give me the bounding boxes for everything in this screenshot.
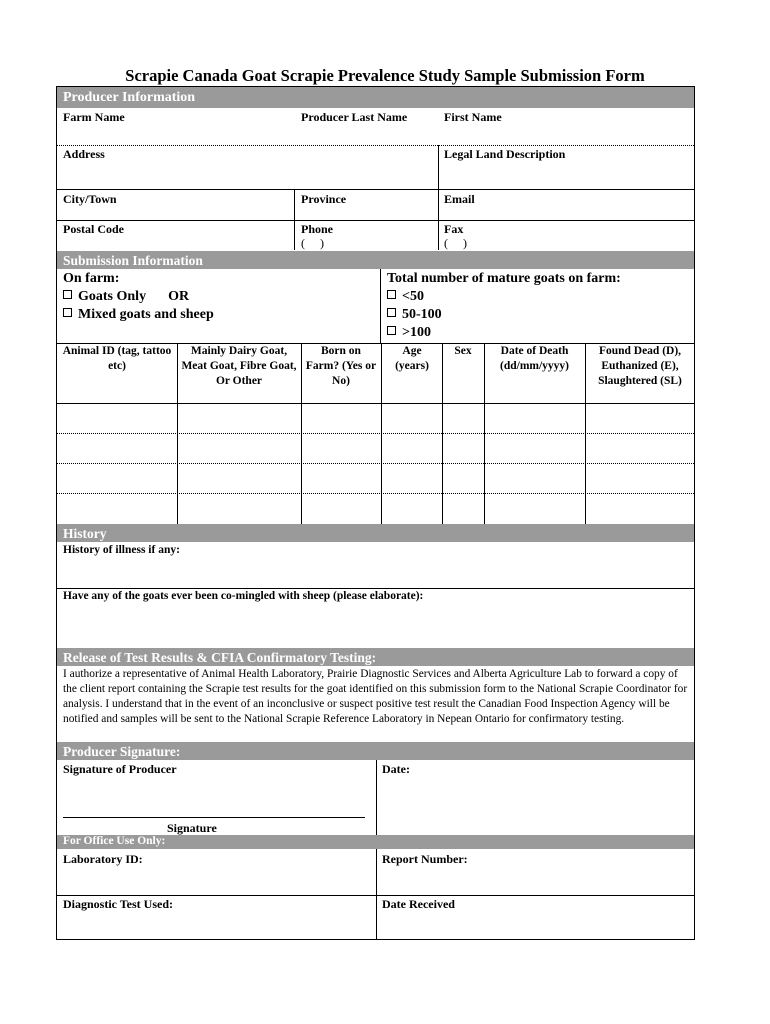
row-divider (57, 220, 694, 221)
date-field[interactable]: Date: (382, 762, 410, 776)
signature-field[interactable]: Signature of Producer (63, 762, 177, 776)
col-header-disposition: Found Dead (D), Euthanized (E), Slaughtered (SL) (598, 345, 682, 387)
province-field[interactable]: Province (301, 192, 347, 206)
row-divider (57, 145, 694, 146)
option-label: >100 (402, 325, 431, 340)
postal-code-field[interactable]: Postal Code (63, 222, 124, 236)
row-divider (57, 189, 694, 190)
diagnostic-test-field[interactable]: Diagnostic Test Used: (63, 897, 174, 911)
fax-field[interactable]: Fax (444, 222, 464, 236)
phone-field[interactable]: Phone (301, 222, 334, 236)
history-illness-field[interactable]: History of illness if any: (63, 544, 180, 556)
release-paragraph: I authorize a representative of Animal Health Laboratory, Prairie Diagnostic Services and Alberta Agriculture Lab to forward a copy of the client report containing the Scrapie test results for the goat identified on this submission form to the National Scrapie Coordinator for analysis. I understand that in the event of an inconclusive or suspect positive test result the Canadian Food Inspection Agency will be notified and samples will be sent to the National Scrapie Reference Laboratory in Nepean Ontario for confirmatory testing. (63, 668, 688, 725)
signature-line (63, 817, 365, 818)
option-under-50[interactable] (387, 289, 424, 305)
comingled-field[interactable]: Have any of the goats ever been co-mingled with sheep (please elaborate): (63, 590, 424, 602)
submission-form (56, 86, 695, 940)
signature-caption: Signature (167, 821, 217, 835)
checkbox-icon[interactable] (63, 290, 72, 299)
goats-only-option[interactable] (63, 289, 189, 305)
signature-header: Producer Signature: (57, 742, 694, 760)
row-divider (57, 895, 694, 896)
mixed-label: Mixed goats and sheep (78, 307, 214, 322)
col-header-date-of-death: Date of Death (dd/mm/yyyy) (500, 345, 569, 372)
col-header-sex: Sex (454, 345, 472, 357)
table-row[interactable] (57, 493, 694, 494)
form-title: Scrapie Canada Goat Scrapie Prevalence Study Sample Submission Form (125, 66, 645, 85)
col-divider (376, 760, 377, 835)
laboratory-id-field[interactable]: Laboratory ID: (63, 852, 143, 866)
goats-only-label: Goats Only (78, 289, 147, 304)
report-number-field[interactable]: Report Number: (382, 852, 468, 866)
col-divider (438, 145, 439, 189)
col-header-age: Age (years) (395, 345, 429, 372)
col-header-goat-type: Mainly Dairy Goat, Meat Goat, Fibre Goat, Or Other (181, 345, 297, 387)
producer-info-header: Producer Information (57, 87, 694, 108)
col-divider (380, 269, 381, 343)
option-label: 50-100 (402, 307, 442, 322)
submission-info-header: Submission Information (57, 251, 694, 269)
phone-area-code: ( ) (301, 236, 324, 250)
option-over-100[interactable] (387, 325, 431, 341)
col-header-animal-id: Animal ID (tag, tattoo etc) (62, 345, 172, 372)
producer-last-name-field[interactable]: Producer Last Name (301, 110, 408, 124)
checkbox-icon[interactable] (387, 326, 396, 335)
address-field[interactable]: Address (63, 147, 105, 161)
or-label: OR (168, 289, 190, 304)
table-row[interactable] (57, 403, 694, 404)
table-row[interactable] (57, 463, 694, 464)
on-farm-label: On farm: (63, 271, 120, 286)
farm-name-field[interactable]: Farm Name (63, 110, 125, 124)
email-field[interactable]: Email (444, 192, 475, 206)
fax-area-code: ( ) (444, 236, 467, 250)
release-header: Release of Test Results & CFIA Confirmatory Testing: (57, 648, 694, 666)
checkbox-icon[interactable] (387, 308, 396, 317)
mixed-option[interactable] (63, 307, 214, 323)
office-use-header: For Office Use Only: (57, 835, 694, 849)
city-field[interactable]: City/Town (63, 192, 117, 206)
history-header: History (57, 524, 694, 542)
option-label: <50 (402, 289, 424, 304)
checkbox-icon[interactable] (387, 290, 396, 299)
checkbox-icon[interactable] (63, 308, 72, 317)
legal-land-field[interactable]: Legal Land Description (444, 147, 566, 161)
col-header-born-on-farm: Born on Farm? (Yes or No) (305, 345, 377, 387)
row-divider (57, 588, 694, 589)
date-received-field[interactable]: Date Received (382, 897, 455, 911)
first-name-field[interactable]: First Name (444, 110, 502, 124)
option-50-100[interactable] (387, 307, 442, 323)
total-goats-label: Total number of mature goats on farm: (387, 271, 621, 286)
table-row[interactable] (57, 433, 694, 434)
